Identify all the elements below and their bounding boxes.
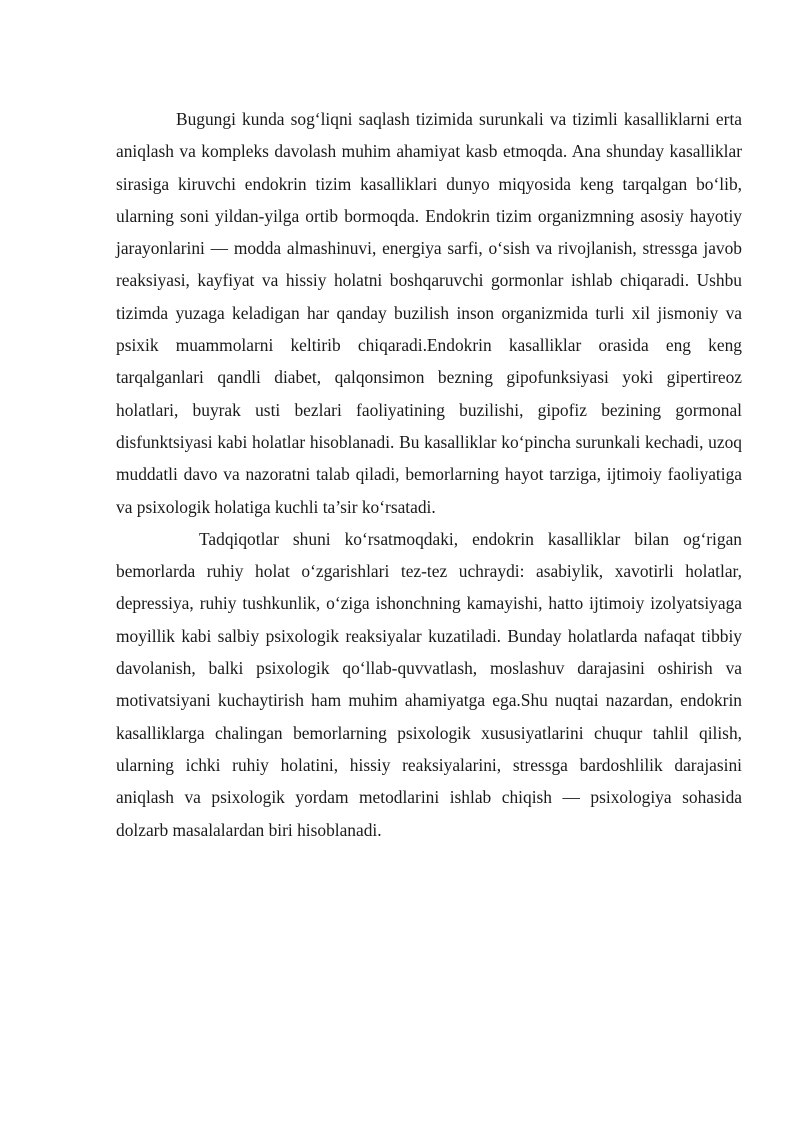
paragraph: Tadqiqotlar shuni ko‘rsatmoqdaki, endokrin kasalliklar bilan og‘rigan bemorlarda ruhiy holat o‘zgarishlari tez-tez uchraydi: asabiylik, xavotirli holatlar, depressiya, ruhiy tushkunlik, o‘ziga ishonchning kamayishi, hatto ijtimoiy izolyatsiyaga moyillik kabi salbiy psixologik reaksiyalar kuzatiladi. Bunday holatlarda nafaqat tibbiy davolanish, balki psixologik qo‘llab-quvvatlash, moslashuv darajasini oshirish va motivatsiyani kuchaytirish ham muhim ahamiyatga ega.Shu nuqtai nazardan, endokrin kasalliklarga chalingan bemorlarning psixologik xususiyatlarini chuqur tahlil qilish, ularning ichki ruhiy holatini, hissiy reaksiyalarini, stressga bardoshlilik darajasini aniqlash va psixologik yordam metodlarini ishlab chiqish — psixologiya sohasida dolzarb masalalardan biri hisoblanadi.: [116, 528, 742, 840]
body-text: [116, 103, 742, 846]
paragraph: Bugungi kunda sog‘liqni saqlash tizimida surunkali va tizimli kasalliklarni erta aniqlash va kompleks davolash muhim ahamiyat kasb etmoqda. Ana shunday kasalliklar sirasiga kiruvchi endokrin tizim kasalliklari dunyo miqyosida keng tarqalgan bo‘lib, ularning soni yildan-yilga ortib bormoqda. Endokrin tizim organizmning asosiy hayotiy jarayonlarini — modda almashinuvi, energiya sarfi, o‘sish va rivojlanish, stressga javob reaksiyasi, kayfiyat va hissiy holatni boshqaruvchi gormonlar ishlab chiqaradi. Ushbu tizimda yuzaga keladigan har qanday buzilish inson organizmida turli xil jismoniy va psixik muammolarni keltirib chiqaradi.Endokrin kasalliklar orasida eng keng tarqalganlari qandli diabet, qalqonsimon bezning gipofunksiyasi yoki gipertireoz holatlari, buyrak usti bezlari faoliyatining buzilishi, gipofiz bezining gormonal disfunktsiyasi kabi holatlar hisoblanadi. Bu kasalliklar ko‘pincha surunkali kechadi, uzoq muddatli davo va nazoratni talab qiladi, bemorlarning hayot tarziga, ijtimoiy faoliyatiga va psixologik holatiga kuchli ta’sir ko‘rsatadi.: [116, 109, 742, 517]
